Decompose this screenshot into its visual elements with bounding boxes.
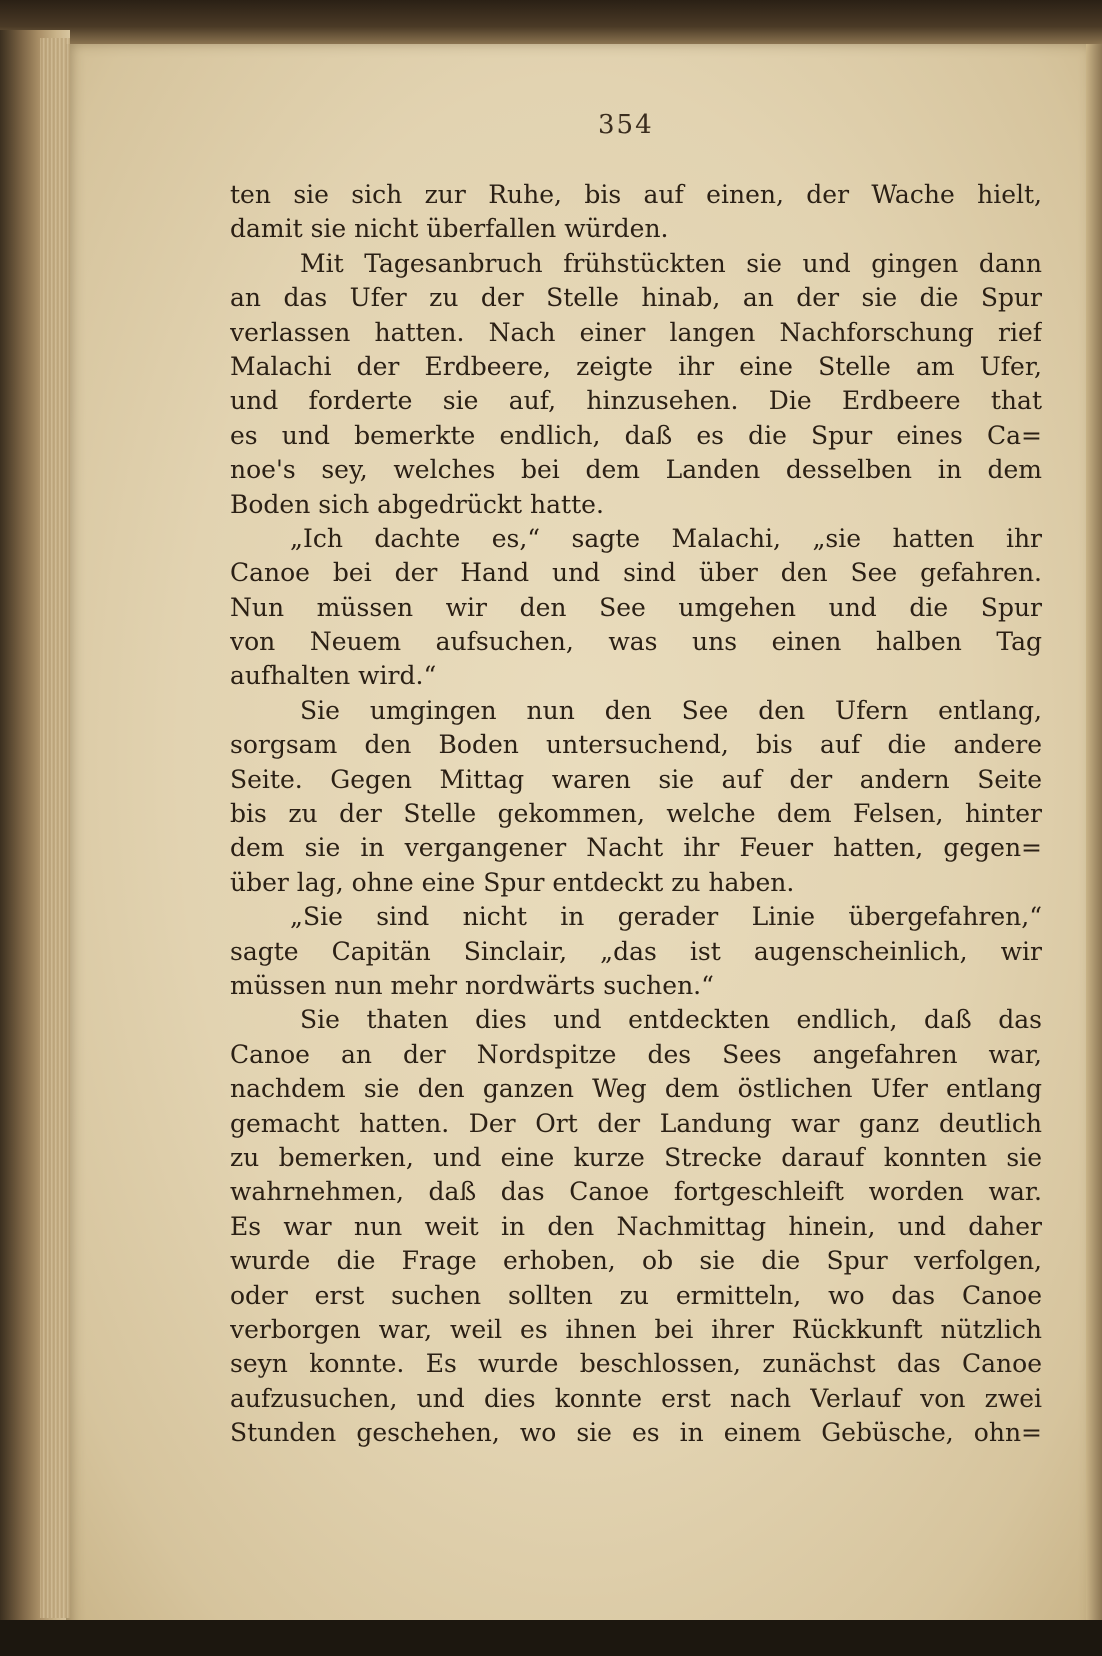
text-line: es und bemerkte endlich, daß es die Spur eines Ca= bbox=[230, 420, 1042, 450]
bottom-shadow bbox=[0, 1620, 1102, 1656]
text-line: Sie umgingen nun den See den Ufern entlang, bbox=[300, 695, 1042, 725]
page-number: 354 bbox=[598, 110, 654, 140]
text-line: sagte Capitän Sinclair, „das ist augenscheinlich, wir bbox=[230, 936, 1042, 966]
body-text bbox=[230, 178, 1042, 1450]
text-line: Canoe an der Nordspitze des Sees angefahren war, bbox=[230, 1039, 1042, 1069]
text-line: Malachi der Erdbeere, zeigte ihr eine Stelle am Ufer, bbox=[230, 351, 1042, 381]
text-line: „Ich dachte es,“ sagte Malachi, „sie hatten ihr bbox=[290, 523, 1042, 553]
text-line: Canoe bei der Hand und sind über den See gefahren. bbox=[230, 558, 1042, 588]
text-line: verborgen war, weil es ihnen bei ihrer Rückkunft nützlich bbox=[230, 1314, 1042, 1344]
text-line: noe's sey, welches bei dem Landen desselben in dem bbox=[230, 455, 1042, 485]
text-line: aufzusuchen, und dies konnte erst nach Verlauf von zwei bbox=[230, 1383, 1042, 1413]
text-line: bis zu der Stelle gekommen, welche dem Felsen, hinter bbox=[230, 799, 1042, 829]
text-line: sorgsam den Boden untersuchend, bis auf die andere bbox=[230, 730, 1042, 760]
text-line: wahrnehmen, daß das Canoe fortgeschleift worden war. bbox=[230, 1177, 1042, 1207]
text-line: oder erst suchen sollten zu ermitteln, wo das Canoe bbox=[230, 1280, 1042, 1310]
text-line: gemacht hatten. Der Ort der Landung war ganz deutlich bbox=[230, 1108, 1042, 1138]
text-line: seyn konnte. Es wurde beschlossen, zunächst das Canoe bbox=[230, 1349, 1042, 1379]
text-line: ten sie sich zur Ruhe, bis auf einen, der Wache hielt, bbox=[230, 180, 1042, 209]
text-line: damit sie nicht überfallen würden. bbox=[230, 214, 669, 244]
text-line: „Sie sind nicht in gerader Linie übergefahren,“ bbox=[290, 902, 1042, 932]
text-line: Es war nun weit in den Nachmittag hinein, und daher bbox=[230, 1211, 1042, 1241]
text-line: müssen nun mehr nordwärts suchen.“ bbox=[230, 970, 714, 1000]
text-line: aufhalten wird.“ bbox=[230, 661, 437, 691]
text-line: Stunden geschehen, wo sie es in einem Gebüsche, ohn= bbox=[230, 1418, 1042, 1448]
text-line: Mit Tagesanbruch frühstückten sie und gingen dann bbox=[300, 248, 1042, 278]
right-page-edge bbox=[1086, 44, 1102, 1634]
text-line: und forderte sie auf, hinzusehen. Die Erdbeere that bbox=[230, 386, 1042, 416]
text-line: Sie thaten dies und entdeckten endlich, daß das bbox=[300, 1005, 1042, 1035]
text-line: nachdem sie den ganzen Weg dem östlichen Ufer entlang bbox=[230, 1074, 1042, 1104]
text-line: Nun müssen wir den See umgehen und die Spur bbox=[230, 592, 1042, 622]
text-line: dem sie in vergangener Nacht ihr Feuer hatten, gegen= bbox=[230, 833, 1042, 863]
text-line: Seite. Gegen Mittag waren sie auf der andern Seite bbox=[230, 764, 1042, 794]
text-line: verlassen hatten. Nach einer langen Nachforschung rief bbox=[230, 317, 1042, 347]
page-stack-edge bbox=[40, 38, 70, 1618]
text-line: über lag, ohne eine Spur entdeckt zu haben. bbox=[230, 867, 795, 897]
text-line: zu bemerken, und eine kurze Strecke darauf konnten sie bbox=[230, 1142, 1042, 1172]
text-line: wurde die Frage erhoben, ob sie die Spur verfolgen, bbox=[230, 1246, 1042, 1276]
text-line: von Neuem aufsuchen, was uns einen halben Tag bbox=[230, 627, 1042, 657]
text-line: an das Ufer zu der Stelle hinab, an der sie die Spur bbox=[230, 283, 1042, 313]
text-line: Boden sich abgedrückt hatte. bbox=[230, 489, 604, 519]
top-binding-shadow bbox=[0, 0, 1102, 44]
